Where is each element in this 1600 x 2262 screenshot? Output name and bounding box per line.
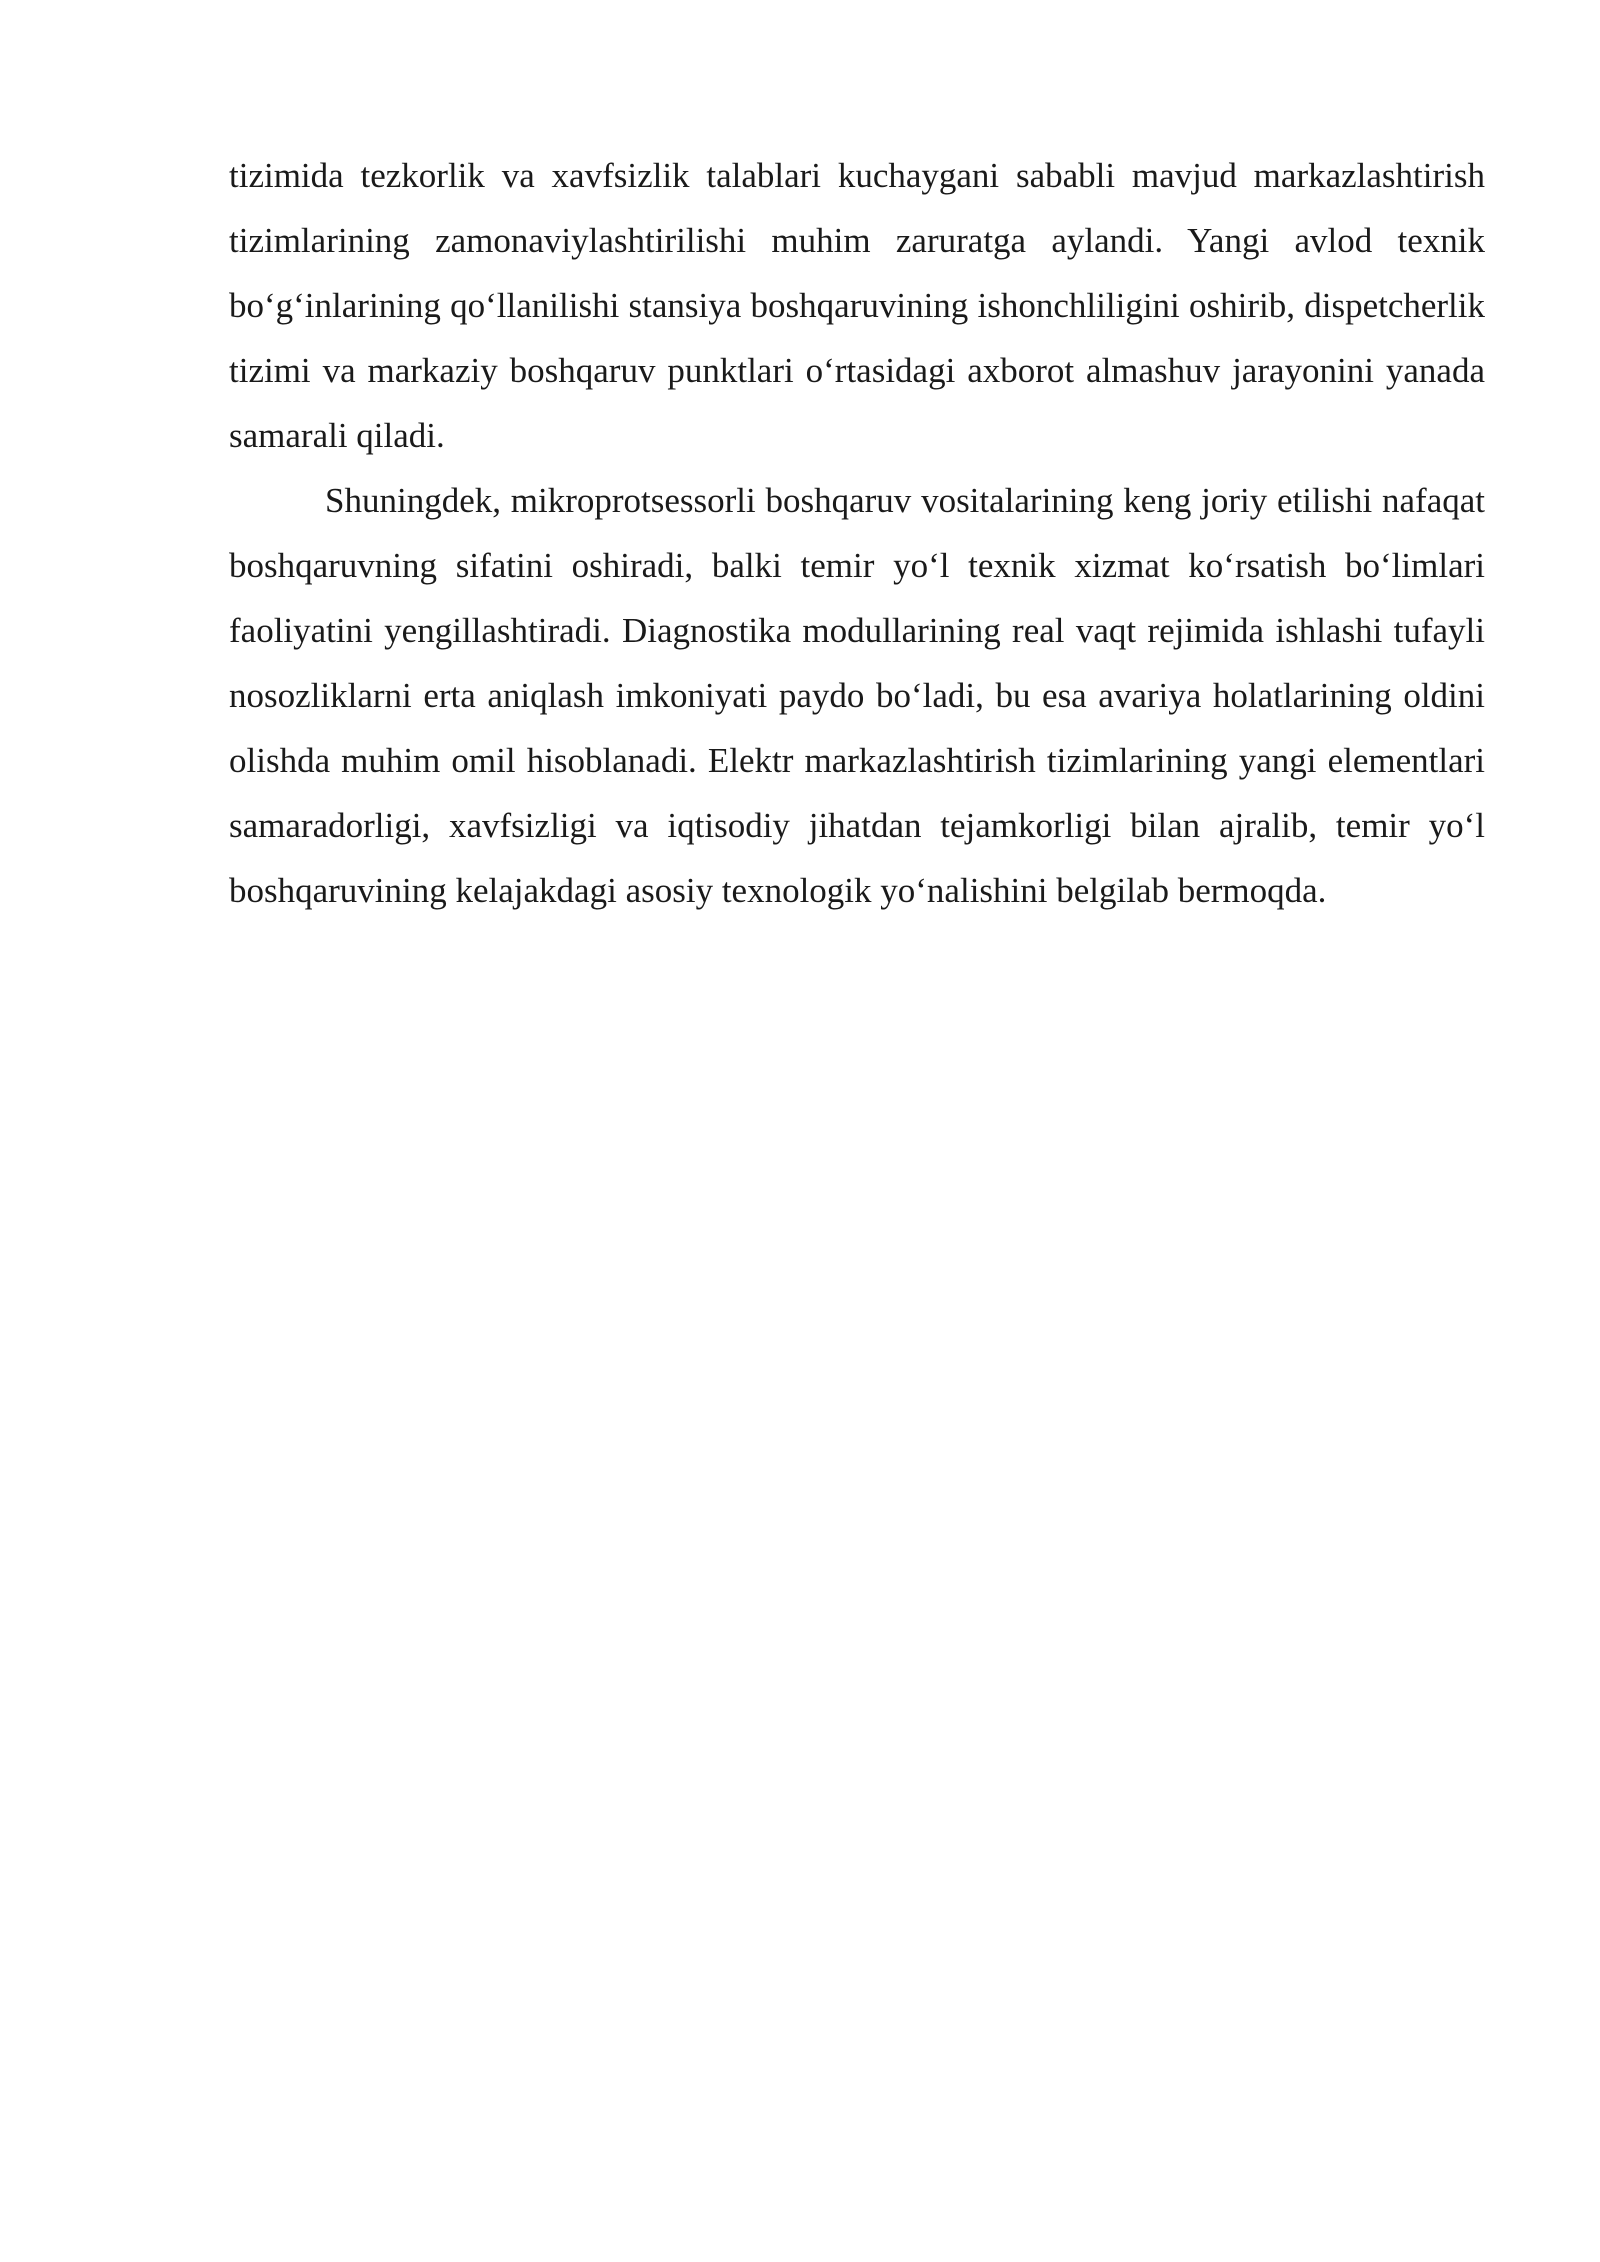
paragraph: Shuningdek, mikroprotsessorli boshqaruv vositalarining keng joriy etilishi nafaqat boshqaruvning sifatini oshiradi, balki temir yo‘l texnik xizmat ko‘rsatish bo‘limlari faoliyatini yengillashtiradi. Diagnostika modullarining real vaqt rejimida ishlashi tufayli nosozliklarni erta aniqlash imkoniyati paydo bo‘ladi, bu esa avariya holatlarining oldini olishda muhim omil hisoblanadi. Elektr markazlashtirish tizimlarining yangi elementlari samaradorligi, xavfsizligi va iqtisodiy jihatdan tejamkorligi bilan ajralib, temir yo‘l boshqaruvining kelajakdagi asosiy texnologik yo‘nalishini belgilab bermoqda. (229, 481, 1485, 910)
body-text (229, 143, 1485, 923)
paragraph-continuation: tizimida tezkorlik va xavfsizlik talablari kuchaygani sababli mavjud markazlashtirish tizimlarining zamonaviylashtirilishi muhim zaruratga aylandi. Yangi avlod texnik bo‘g‘inlarining qo‘llanilishi stansiya boshqaruvining ishonchliligini oshirib, dispetcherlik tizimi va markaziy boshqaruv punktlari o‘rtasidagi axborot almashuv jarayonini yanada samarali qiladi. (229, 156, 1485, 455)
